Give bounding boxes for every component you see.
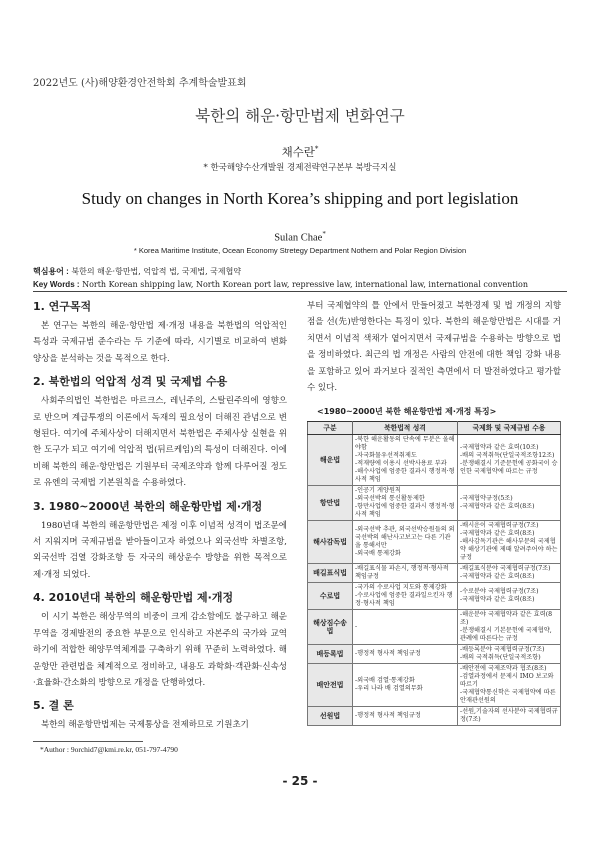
cell-line: -행정적 형사적 책임규정 <box>355 650 421 658</box>
conclusion-continued: 부터 국제협약의 틀 안에서 만들어졌고 북한경제 및 법 개정의 지향점을 선(先)반영한다는 특징이 있다. 북한의 해운항만법은 시대를 거치면서 이념적 색채가 옅어지면서 국제규범을 수용하는 방향으로 법을 정비하였다. 최근의 법 개정은 사람의 안전에 대한 책임 강화 내용을 포함하고 있어 과거보다 질적인 측면에서 더 발전하였다고 평가할 수 있다. <box>307 301 561 394</box>
page-number: - 25 - <box>282 774 318 788</box>
cell-line: -국제협약과 같은 효력(8조) <box>460 596 535 604</box>
cell-line: -배안전에 국제조약과 협조(8조) <box>460 665 547 673</box>
cell-line: -외국배 통제강화 <box>355 550 401 558</box>
footnote-divider <box>33 741 143 742</box>
cell-line: -검열과정에서 문제시 IMO 보고와 따르기 <box>460 673 554 689</box>
table-header-cell: 구분 <box>308 422 353 435</box>
cell-line: -인공기 게양원칙 <box>355 487 401 495</box>
cell-line: -국제협약과 같은 효력(8조) <box>460 573 535 581</box>
law-name-cell: 해사감독법 <box>308 521 353 564</box>
legislation-table <box>307 421 561 726</box>
cell-line: -북한 해운활동의 단속에 무분은 올해야함 <box>355 436 455 452</box>
keywords-english: Key Words : North Korean shipping law, North Korean port law, repressive law, international law, international convention <box>33 280 529 289</box>
international-norm-cell <box>458 486 561 521</box>
cell-line: -해사감독기관은 해사부문의 국제협약 해상기관에 제때 알려주어야 하는 규정 <box>460 538 558 562</box>
keywords-ko-label: 핵심용어 : <box>33 267 69 276</box>
law-name-cell: 선원법 <box>308 707 353 726</box>
table-body <box>308 435 561 726</box>
law-name-cell: 해상짐수송법 <box>308 610 353 645</box>
section-2 <box>33 373 287 491</box>
cell-line: -배등록분야 국제협력규정(7조) <box>460 646 545 654</box>
section-body: 북한의 해운항만법제는 국제통상을 전제하므로 기원초기 <box>41 720 249 731</box>
title-korean: 북한의 해운·항만법제 변화연구 <box>195 107 405 125</box>
header-divider <box>33 291 567 292</box>
cell-line: -행정적 형사적 책임규정 <box>355 712 421 720</box>
law-name-cell: 해운법 <box>308 435 353 486</box>
section-4 <box>33 589 287 691</box>
affiliation-korean: * 한국해양수산개발원 경제전략연구본부 북방극지실 <box>203 163 397 173</box>
author-english: Sulan Chae* <box>274 230 326 244</box>
cell-line: -분쟁해결시 기본문헌에 국제협약, 관례에 따른다는 규정 <box>460 627 552 643</box>
table-row <box>308 564 561 583</box>
section-heading: 5. 결 론 <box>33 699 74 713</box>
cell-line: -국제협약통신학은 국제협약에 따른 안재관선원의 <box>460 689 556 705</box>
cell-line: -배의 국적취득(단일국적조항12조) <box>460 452 555 460</box>
cell-line: -외국배 검열·통제강화 <box>355 677 415 685</box>
section-heading: 1. 연구목적 <box>33 300 92 313</box>
cell-line: -국제협약규정(5조) <box>460 495 513 503</box>
cell-line: -적재량에 이용시 선박사용료 부과 <box>355 460 447 468</box>
cell-line: -해운분야 국제협약과 같은 효력(8조) <box>460 611 553 627</box>
international-norm-cell <box>458 521 561 564</box>
left-column <box>33 298 287 740</box>
table-row <box>308 521 561 564</box>
international-norm-cell <box>458 564 561 583</box>
cell-line: -배의 국적취득(단일국적조항) <box>460 654 541 662</box>
law-name-cell: 배안전법 <box>308 664 353 707</box>
cell-line: -배길표식분야 국제협력규정(7조) <box>460 565 551 573</box>
legal-character-cell <box>353 521 458 564</box>
cell-line: -수로사업에 엄중한 결과일으킨자 행정·형사적 책임 <box>355 592 453 608</box>
table-caption: <1980~2000년 북한 해운항만법 제·개정 특징> <box>317 407 497 417</box>
international-norm-cell <box>458 610 561 645</box>
section-5 <box>33 697 287 733</box>
legal-character-cell <box>353 610 458 645</box>
footnote: *Author : 9orchid7@kmi.re.kr, 051-797-4790 <box>40 745 178 754</box>
table-header-row <box>308 422 561 435</box>
cell-line: - <box>355 623 358 631</box>
cell-line: -선원,기술자의 선사분야 국제협력규정(7조) <box>460 708 558 724</box>
section-body: 1980년대 북한의 해운항만법은 제정 이후 이념적 성격이 법조문에서 지워지며 국제규범을 받아들이고자 하였으나 외국선박 차별조항, 외국선박 검열 강화조항 등 자국의 해상운수 방향을 위한 목적으로 제·개정 되었다. <box>33 520 287 580</box>
table-row <box>308 664 561 707</box>
cell-line: -외국선박의 통신활동제한 <box>355 495 425 503</box>
cell-line: -배길표식물 파손시, 행정적·형사적 책임규정 <box>355 565 449 581</box>
section-3 <box>33 498 287 584</box>
international-norm-cell <box>458 645 561 664</box>
law-name-cell: 배길표식법 <box>308 564 353 583</box>
law-name-cell: 항만법 <box>308 486 353 521</box>
cell-line: -국제협약과 같은 효력(8조) <box>460 530 535 538</box>
legal-character-cell <box>353 707 458 726</box>
international-norm-cell <box>458 664 561 707</box>
legal-character-cell <box>353 645 458 664</box>
table-row <box>308 707 561 726</box>
right-column <box>307 298 561 726</box>
table-row <box>308 645 561 664</box>
cell-line: -배시운이 국제협력규정(7조) <box>460 522 539 530</box>
cell-line: -국가의 수로사업 지도와 통제강화 <box>355 584 447 592</box>
section-heading: 2. 북한법의 억압적 성격 및 국제법 수용 <box>33 375 228 389</box>
cell-line: -자국화물우선적취제도 <box>355 452 417 460</box>
section-body: 이 시기 북한은 해상무역의 비중이 크게 감소함에도 불구하고 해운무역을 경제발전의 중요한 부문으로 인식하고 자본주의 국가와 교역하기에 적합한 해양무역체계를 구축하기 위해 꾸준히 노력하였다. 해운항만 관련법을 체계적으로 정비하고, 내용도 과학화·객관화·신속성·효율화·간소화의 방향으로 개정을 단행하였다. <box>33 612 287 688</box>
table-header-cell: 북한법적 성격 <box>353 422 458 435</box>
cell-line: -국제협약과 같은 효력(8조) <box>460 503 535 511</box>
law-name-cell: 배등록법 <box>308 645 353 664</box>
legal-character-cell <box>353 486 458 521</box>
keywords-en-label: Key Words : <box>33 280 80 289</box>
section-1 <box>33 298 287 367</box>
keywords-korean: 핵심용어 : 북한의 해운·항만법, 억압적 법, 국제법, 국제협약 <box>33 267 242 276</box>
author-en-mark: * <box>322 230 326 238</box>
table-row <box>308 486 561 521</box>
conference-header: 2022년도 (사)해양환경안전학회 추계학술발표회 <box>33 78 247 89</box>
law-name-cell: 수로법 <box>308 583 353 610</box>
international-norm-cell <box>458 707 561 726</box>
section-heading: 4. 2010년대 북한의 해운항만법 제·개정 <box>33 591 234 605</box>
legal-character-cell <box>353 583 458 610</box>
table-row <box>308 583 561 610</box>
section-heading: 3. 1980~2000년 북한의 해운항만법 제·개정 <box>33 499 263 513</box>
table-row <box>308 610 561 645</box>
cell-line: -우리 나라 배 검열의무화 <box>355 685 423 693</box>
international-norm-cell <box>458 435 561 486</box>
cell-line: -외국선박 추관, 외국선박승원들의 외국선박의 해난사고보고는 다른 기관을 통해서만 <box>355 526 455 550</box>
cell-line: -국제협약과 같은 효력(10조) <box>460 444 539 452</box>
international-norm-cell <box>458 583 561 610</box>
cell-line: -수로분야 국제협력규정(7조) <box>460 588 539 596</box>
legal-character-cell <box>353 564 458 583</box>
legal-character-cell <box>353 664 458 707</box>
section-body: 본 연구는 북한의 해운·항만법 제·개정 내용을 북한법의 억압적인 특성과 국제규범 준수라는 두 기준에 따라, 시기별로 비교하여 변화양상을 분석하는 것을 목적으로 한다. <box>33 321 287 364</box>
legal-character-cell <box>353 435 458 486</box>
cell-line: -항만사업에 엄중한 결과시 행정적·형사적 책임 <box>355 503 455 519</box>
section-body: 사회주의법인 북한법은 마르크스, 레닌주의, 스탈린주의에 영향으로 반으며 계급투쟁의 이론에서 독재의 필요성이 더해진 관념으로 변형된다. 여기에 주체사상이 더해지면서 북한법은 주체사상 실현을 위한 도구가 되고 여기에 억압적 법(뒤르케임)의 특성이 더해진다. 이에 비해 북한의 해운·항만법은 기원부터 국제조약과 함께 다루어질 정도로 유엔의 국제법 기본원칙을 수용하였다. <box>33 396 287 489</box>
author-korean: 채수란* <box>281 145 319 159</box>
table-header-cell: 국제화 및 국제규범 수용 <box>458 422 561 435</box>
cell-line: -분쟁해결시 기준문헌에 공화국이 승인한 국제협약에 따르는 규정 <box>460 460 558 476</box>
table-row <box>308 435 561 486</box>
title-english: Study on changes in North Korea’s shipping and port legislation <box>81 189 519 208</box>
cell-line: -해수사업에 엄중한 결과시 행정적·형사적 책임 <box>355 468 455 484</box>
author-mark: * <box>314 145 319 154</box>
affiliation-english: * Korea Maritime Institute, Ocean Economy Stretegy Department Nothern and Polar Region Division <box>133 246 467 255</box>
